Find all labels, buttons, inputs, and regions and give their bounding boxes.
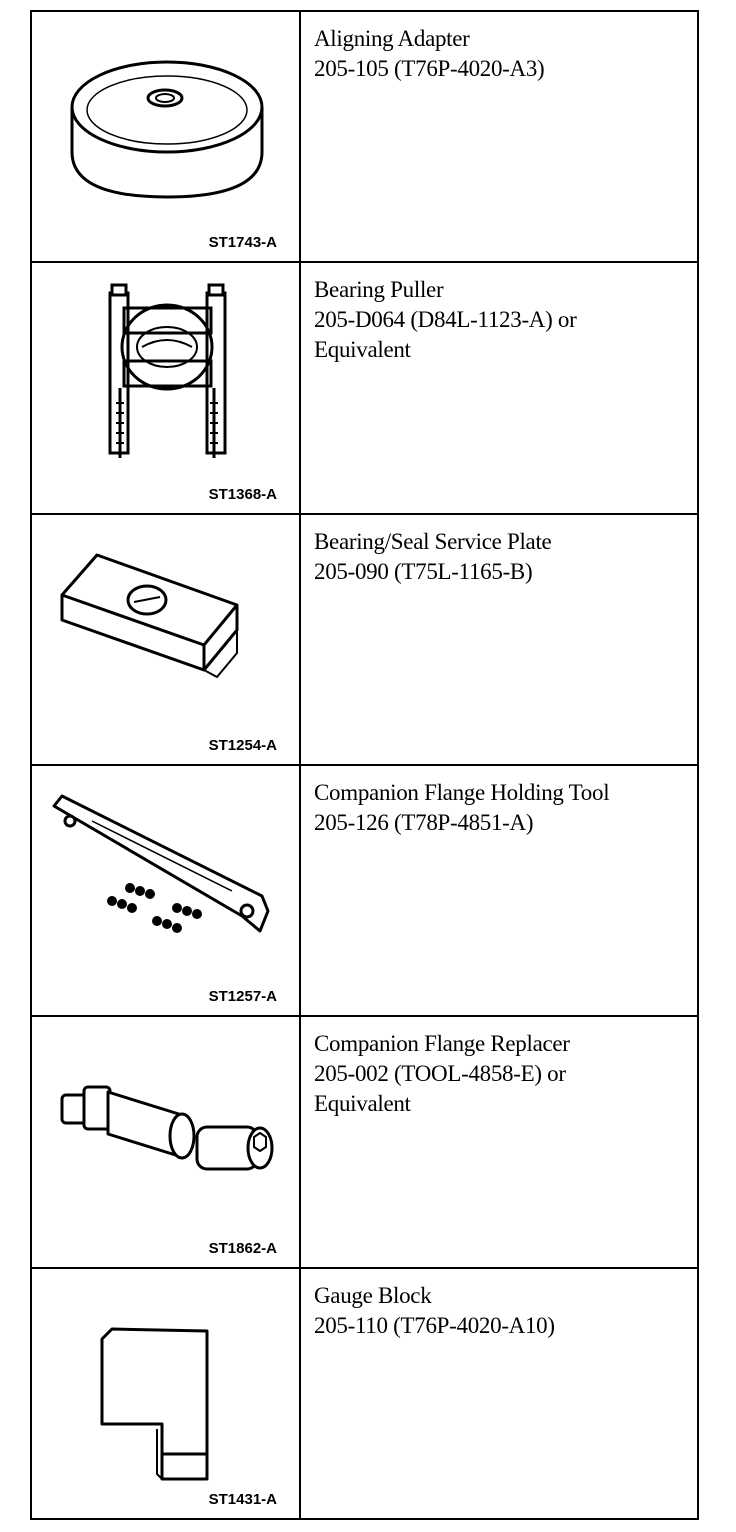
tool-illustration-cell [32, 1017, 301, 1266]
tool-code: ST1431-A [208, 1490, 277, 1508]
tool-description [301, 1269, 697, 1518]
tool-part-number: 205-090 (T75L-1165-B) [314, 558, 533, 584]
tool-part-number: 205-002 (TOOL-4858-E) or [314, 1061, 566, 1087]
tool-name: Gauge Block [314, 1282, 432, 1308]
gauge-block-drawing [32, 1269, 301, 1519]
tool-name: Bearing/Seal Service Plate [314, 528, 552, 554]
tool-part-number: 205-105 (T76P-4020-A3) [314, 56, 545, 81]
tool-illustration-cell [32, 515, 301, 764]
tool-note: Equivalent [314, 1091, 411, 1117]
tool-part-number: 205-126 (T78P-4851-A) [314, 809, 534, 835]
tool-note: Equivalent [314, 337, 411, 363]
tool-illustration-cell [32, 263, 301, 512]
tool-part-number: 205-D064 (D84L-1123-A) or [314, 307, 577, 333]
flange-replacer-drawing [32, 1017, 301, 1267]
special-tools-table [30, 10, 699, 1520]
service-plate-drawing [32, 515, 301, 765]
tool-name: Aligning Adapter [314, 26, 470, 51]
tool-row [32, 1017, 697, 1268]
tool-description [301, 12, 697, 261]
tool-code: ST1368-A [208, 485, 277, 503]
holding-tool-drawing [32, 766, 301, 1016]
tool-code: ST1254-A [208, 736, 277, 754]
tool-illustration-cell [32, 12, 301, 261]
tool-code: ST1257-A [208, 988, 277, 1006]
tool-row [32, 515, 697, 766]
tool-description [301, 1017, 697, 1266]
tool-illustration-cell [32, 766, 301, 1015]
tool-row [32, 12, 697, 263]
tool-row [32, 263, 697, 514]
tool-description [301, 263, 697, 512]
tool-name: Bearing Puller [314, 277, 444, 303]
tool-code: ST1743-A [208, 234, 277, 252]
tool-row [32, 766, 697, 1017]
tool-part-number: 205-110 (T76P-4020-A10) [314, 1312, 555, 1338]
tool-name: Companion Flange Holding Tool [314, 779, 610, 805]
tool-description [301, 515, 697, 764]
bearing-puller-drawing [32, 263, 301, 513]
aligning-adapter-drawing [32, 12, 301, 262]
tool-description [301, 766, 697, 1015]
tool-code: ST1862-A [208, 1239, 277, 1257]
tool-name: Companion Flange Replacer [314, 1031, 570, 1057]
tool-row [32, 1269, 697, 1518]
tool-illustration-cell [32, 1269, 301, 1518]
